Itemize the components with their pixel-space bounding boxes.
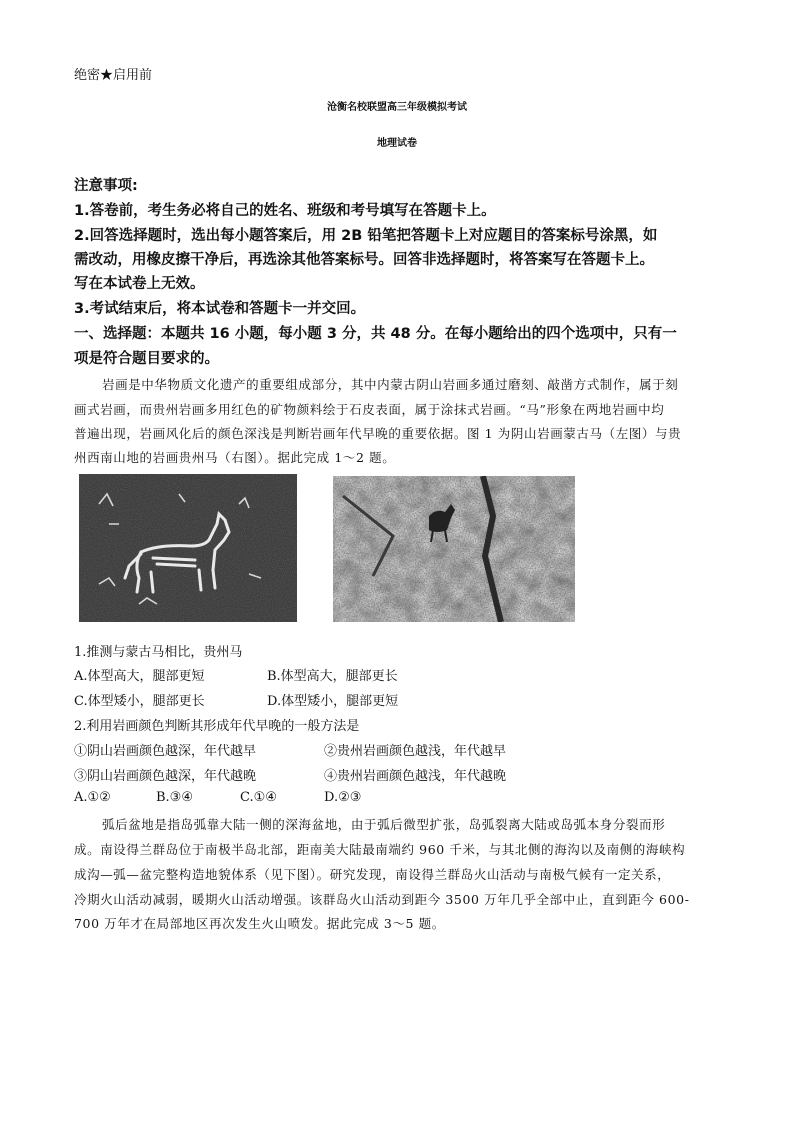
question-1-option-d: D.体型矮小，腿部更短 — [267, 694, 399, 709]
question-2-option-b: B.③④ — [156, 790, 193, 805]
notice-item-2-line-1: 2.回答选择题时，选出每小题答案后，用 2B 铅笔把答题卡上对应题目的答案标号涂黑，如 — [74, 228, 658, 244]
question-2-stem: 2.利用岩画颜色判断其形成年代早晚的一般方法是 — [74, 719, 360, 734]
question-2-statement-2: ②贵州岩画颜色越浅，年代越早 — [324, 744, 507, 759]
subject-title: 地理试卷 — [377, 138, 417, 149]
notice-heading: 注意事项: — [74, 178, 138, 194]
confidential-mark: 绝密★启用前 — [74, 68, 153, 83]
passage-1-line-1: 岩画是中华物质文化遗产的重要组成部分，其中内蒙古阴山岩画多通过磨刻、敲凿方式制作，属于刻 — [102, 377, 679, 392]
exam-title: 沧衡名校联盟高三年级模拟考试 — [327, 102, 467, 113]
guizhou-horse-rock-painting — [333, 476, 575, 622]
question-2-option-c: C.①④ — [240, 790, 277, 805]
question-1-option-a: A.体型高大，腿部更短 — [74, 669, 205, 684]
passage-1-line-3: 普遍出现，岩画风化后的颜色深浅是判断岩画年代早晚的重要依据。图 1 为阴山岩画蒙古马（左图）与贵 — [74, 426, 682, 441]
question-2-statement-1: ①阴山岩画颜色越深，年代越早 — [74, 744, 257, 759]
passage-2-line-4: 冷期火山活动减弱，暖期火山活动增强。该群岛火山活动到距今 3500 万年几乎全部中止，直到距今 600- — [74, 892, 690, 907]
notice-item-2-line-2: 需改动，用橡皮擦干净后，再选涂其他答案标号。回答非选择题时，将答案写在答题卡上。 — [74, 252, 654, 268]
question-1-option-c: C.体型矮小，腿部更长 — [74, 694, 205, 709]
question-1-option-b: B.体型高大，腿部更长 — [267, 669, 398, 684]
passage-2-line-3: 成沟—弧—盆完整构造地貌体系（见下图）。研究发现，南设得兰群岛火山活动与南极气候有一定关系， — [74, 867, 671, 882]
question-2-statement-4: ④贵州岩画颜色越浅，年代越晚 — [324, 769, 507, 784]
section-1-heading-line-1: 一、选择题：本题共 16 小题，每小题 3 分，共 48 分。在每小题给出的四个选项中，只有一 — [74, 326, 677, 342]
question-2-statement-3: ③阴山岩画颜色越深，年代越晚 — [74, 769, 257, 784]
mongolian-horse-petroglyph — [79, 474, 297, 622]
passage-1-line-2: 画式岩画，而贵州岩画多用红色的矿物颜料绘于石皮表面，属于涂抹式岩画。“马”形象在两地岩画中均 — [74, 402, 665, 417]
notice-item-1: 1.答卷前，考生务必将自己的姓名、班级和考号填写在答题卡上。 — [74, 203, 496, 219]
notice-item-3: 3.考试结束后，将本试卷和答题卡一并交回。 — [74, 301, 366, 317]
question-2-option-a: A.①② — [74, 790, 111, 805]
passage-2-line-5: 700 万年才在局部地区再次发生火山喷发。据此完成 3～5 题。 — [74, 916, 445, 931]
question-2-option-d: D.②③ — [324, 790, 362, 805]
section-1-heading-line-2: 项是符合题目要求的。 — [74, 351, 219, 367]
notice-item-2-line-3: 写在本试卷上无效。 — [74, 276, 205, 292]
passage-2-line-1: 弧后盆地是指岛弧靠大陆一侧的深海盆地，由于弧后微型扩张，岛弧裂离大陆或岛弧本身分裂而形 — [102, 817, 666, 832]
passage-1-line-4: 州西南山地的岩画贵州马（右图）。据此完成 1～2 题。 — [74, 450, 396, 465]
passage-2-line-2: 成。南设得兰群岛位于南极半岛北部，距南美大陆最南端约 960 千米，与其北侧的海沟以及南侧的海峡构 — [74, 842, 686, 857]
question-1-stem: 1.推测与蒙古马相比，贵州马 — [74, 645, 243, 660]
